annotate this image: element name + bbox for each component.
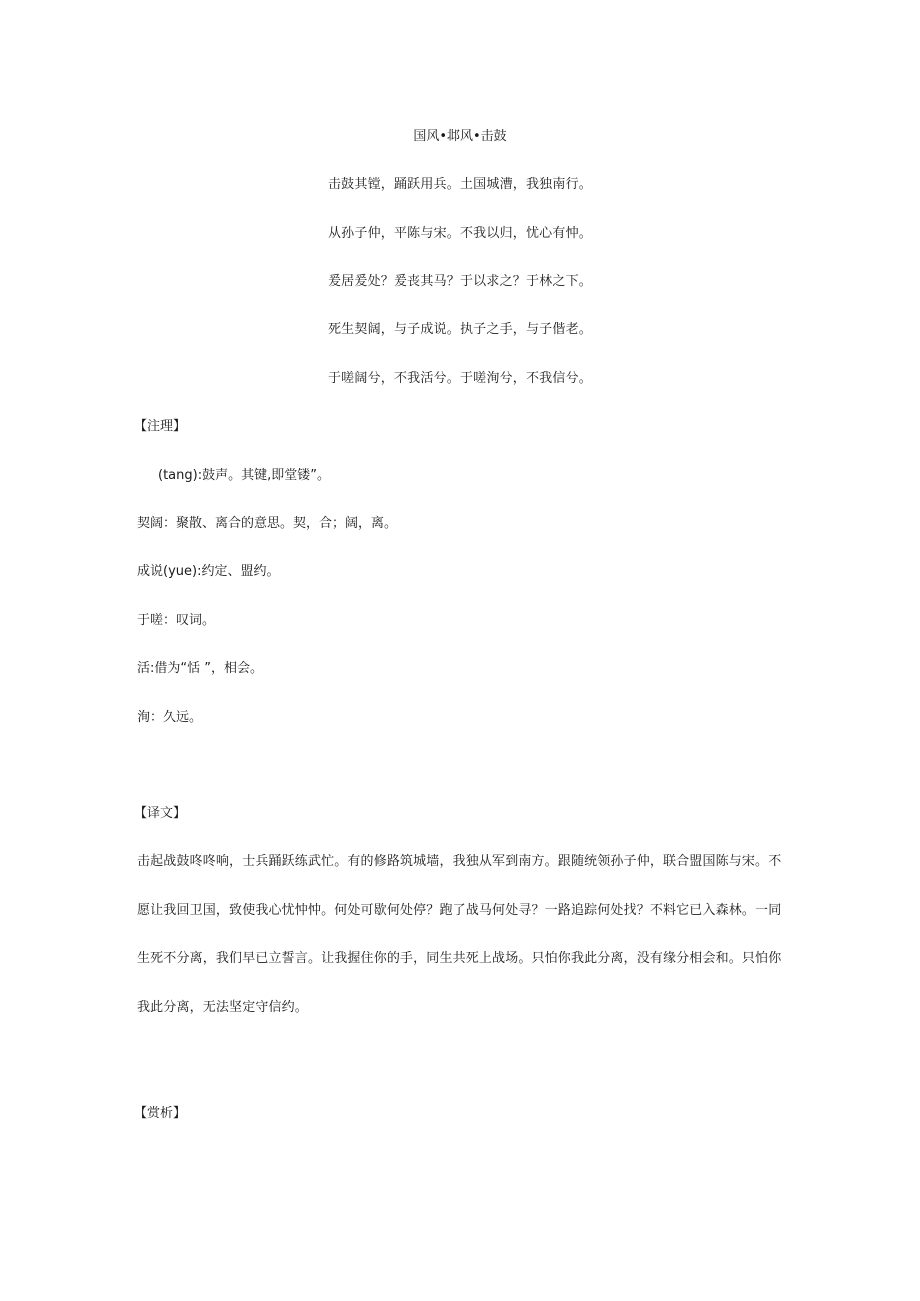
notes-heading: 【注理】 — [134, 419, 187, 434]
appreciation-heading: 【赏析】 — [134, 1106, 187, 1121]
poem-line-4: 死生契阔，与子成说。执子之手，与子偕老。 — [327, 322, 592, 337]
note-line-5: 活:借为“恬 ”，相会。 — [137, 661, 263, 676]
translation-heading: 【译文】 — [134, 806, 187, 821]
note-line-6: 洵：久远。 — [137, 710, 203, 725]
poem-line-3: 爰居爰处？爰丧其马？于以求之？于林之下。 — [327, 274, 592, 289]
note-line-1: (tang):鼓声。其键,即堂镂”。 — [158, 468, 330, 483]
poem-title: 国风•邶风•击鼓 — [413, 129, 507, 144]
translation-line-2: 愿让我回卫国，致使我心忧忡忡。何处可歇何处停？跑了战马何处寻？一路追踪何处找？不料它已入森林。一同 — [137, 903, 782, 918]
note-line-2: 契阔：聚散、离合的意思。契，合；阔，离。 — [137, 516, 398, 531]
poem-line-2: 从孙子仲，平陈与宋。不我以归，忧心有忡。 — [327, 226, 592, 241]
note-line-4: 于嗟：叹词。 — [137, 613, 216, 628]
poem-line-1: 击鼓其镗，踊跃用兵。土国城漕，我独南行。 — [327, 177, 592, 192]
translation-line-4: 我此分离，无法坚定守信约。 — [137, 1000, 308, 1015]
translation-line-1: 击起战鼓咚咚响，士兵踊跃练武忙。有的修路筑城墙，我独从军到南方。跟随统领孙子仲，联合盟国陈与宋。不 — [137, 854, 782, 869]
note-line-3: 成说(yue):约定、盟约。 — [137, 564, 280, 579]
poem-line-5: 于嗟阔兮，不我活兮。于嗟洵兮，不我信兮。 — [327, 371, 592, 386]
translation-line-3: 生死不分离，我们早已立誓言。让我握住你的手，同生共死上战场。只怕你我此分离，没有缘分相会和。只怕你 — [137, 951, 782, 966]
